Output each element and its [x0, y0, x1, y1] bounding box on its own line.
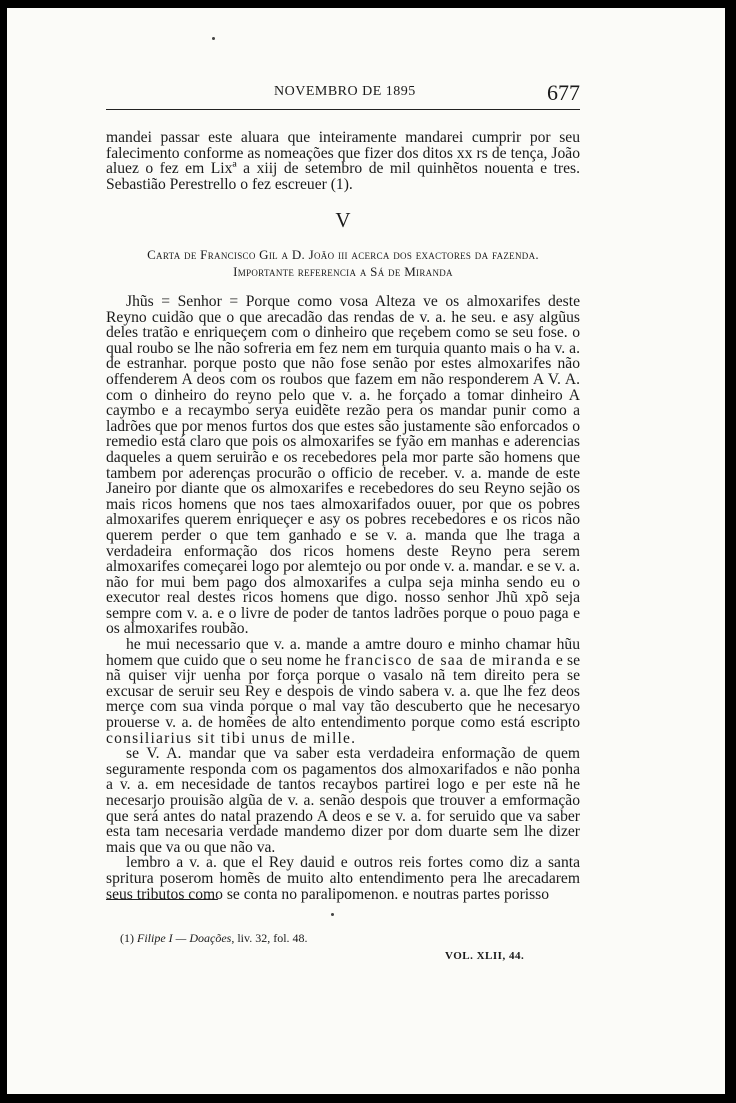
section-number: V [335, 208, 351, 232]
footnote-rule [106, 899, 218, 900]
running-head: NOVEMBRO DE 1895 [274, 84, 416, 99]
intro-paragraph-block [106, 130, 580, 192]
latin-quote: consiliarius sit tibi unus de mille. [106, 729, 357, 747]
print-speck [331, 913, 334, 916]
footnote-reference: , liv. 32, fol. 48. [231, 931, 308, 945]
page-number: 677 [547, 80, 580, 105]
letter-body [106, 294, 580, 902]
letter-paragraph-2-part-b: e se nã quiser vijr uenha por força porque o vasalo nã tem direito pera se excusar de seruir seu Rey e despois de vindo sabera v. a. que lhe fez deos merçe com sua vinda porque o mal vay tão descuberto que he necesaryo prouerse v. a. de homẽes de alto entendimento porque como está escripto [106, 651, 581, 732]
footnote [120, 931, 308, 946]
intro-paragraph: mandei passar este aluara que inteiramente mandarei cumprir por seu falecimento conforme as nomeações que fizer dos ditos xx rs de tença, João aluez o fez em Lixª a xiij de setembro de mil quinhẽtos nouenta e tres. Sebastião Perestrello o fez escreuer (1). [106, 129, 580, 193]
print-speck [212, 37, 215, 40]
letter-paragraph-2 [106, 637, 580, 746]
section-title [106, 246, 580, 280]
page-header [106, 80, 580, 110]
section-title-line-1: Carta de Francisco Gil a D. João iii acerca dos exactores da fazenda. [147, 247, 539, 262]
section-title-line-2: Importante referencia a Sá de Miranda [233, 264, 453, 279]
letter-paragraph-3: se V. A. mandar que va saber esta verdadeira enformação de quem seguramente responda com os pagamentos dos almoxarifados e não ponha a v. a. em necesidade de tantos recaybos partirei logo e per este nã he necesarjo prouisão algũa de v. a. senão despois que trouver a emformação que será antes do natal prazendo A deos e se v. a. for seruido que va saber esta tam necesaria verdade mandemo dizer por dom duarte sem lhe dizer mais que va ou que não va. [106, 745, 580, 856]
letter-paragraph-1: Jhũs = Senhor = Porque como vosa Alteza ve os almoxarifes deste Reyno cuidão que o que arecadão das rendas de v. a. he seu. e asy algũus deles tratão e enriqueçem com o dinheiro que reçebem como se seu fose. o qual roubo se lhe não sofreria em fez nem em turquia quanto mais o ha v. a. de estranhar. porque posto que não fose senão por estes almoxarifes não offenderem A deos com os roubos que fazem em não responderem A V. A. com o dinheiro do reyno pelo que v. a. he forçado a tomar dinheiro A caymbo e a recaymbo serya euidẽte rezão pera os mandar punir como a ladrões que por menos furtos dos que estes são justamente são enforcados o remedio está claro que pois os almoxarifes se fyão em manhas e aderencias daqueles a quem seruirão e os recebedores pela mor parte são homens que tambem por aderenças procurão o officio de receber. v. a. mande de este Janeiro por diante que os almoxarifes e recebedores do seu Reyno sejão os mais ricos homens que nos taes almoxarifados ouuer, por que os pobres almoxarifes querem enriqueçer e asy os pobres recebedores e os ricos não querem perder o que tem ganhado e se v. a. manda que lhe traga a verdadeira enformação dos ricos homens deste Reyno pera serem almoxarifes começarei logo por alemtejo ou por onde v. a. mandar. e se v. a. não for mui bem pago dos almoxarifes a culpa seja minha sendo eu o executor real destes ricos homens que digo. nosso senhor Jhũ xpõ seja sempre com v. a. e o livre de poder de tantos ladrões porque o pouo paga e os almoxarifes roubão. [106, 293, 580, 638]
name-francisco-de-saa-de-miranda: francisco de saa de miranda [344, 651, 552, 669]
header-rule [106, 109, 580, 110]
volume-signature: VOL. XLII, 44. [445, 950, 525, 962]
footnote-marker: (1) [120, 931, 134, 945]
letter-paragraph-4: lembro a v. a. que el Rey dauid e outros reis fortes como diz a santa spritura poserom homẽs de muito alto entendimento pera lhe arecadarem seus tributos como se conta no paralipomenon. e noutras partes porisso [106, 854, 580, 903]
letter-paragraph-2-part-a: he mui necessario que v. a. mande a amtre douro e minho chamar hũu homem que cuido que o seu nome he [106, 636, 580, 669]
footnote-source: Filipe I — Doações [137, 931, 232, 945]
